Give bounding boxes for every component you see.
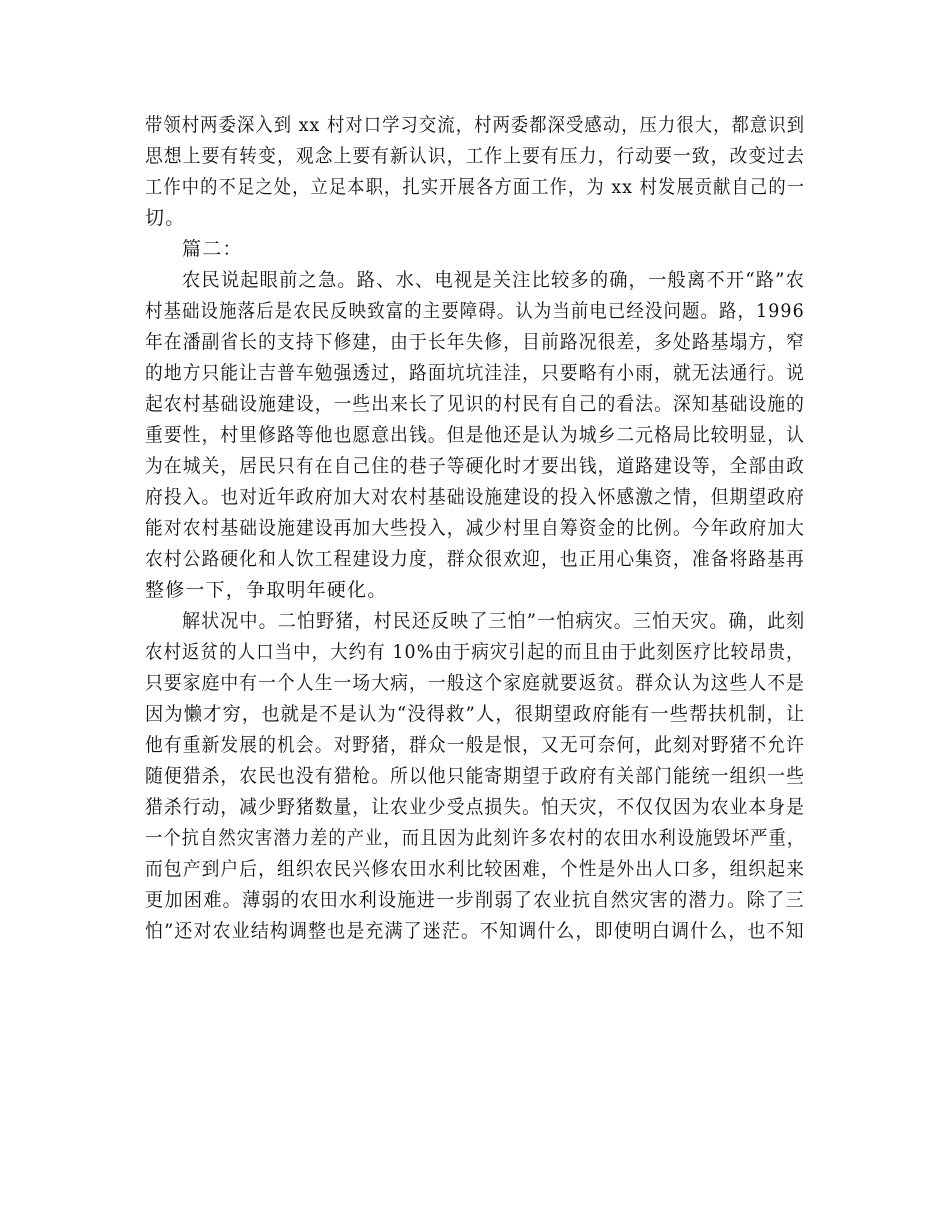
text-line: 切。 <box>145 207 186 229</box>
text-line: 府投入。也对近年政府加大对农村基础设施建设的投入怀感激之情，但期望政府 <box>145 486 806 508</box>
text-line: 带领村两委深入到 xx 村对口学习交流，村两委都深受感动，压力很大，都意识到 <box>145 114 806 136</box>
text-line: 年在潘副省长的支持下修建，由于长年失修，目前路况很差，多处路基塌方，窄 <box>145 331 806 353</box>
text-line: 一个抗自然灾害潜力差的产业，而且因为此刻许多农村的农田水利设施毁坏严重， <box>145 827 806 849</box>
text-line: 村基础设施落后是农民反映致富的主要障碍。认为当前电已经没问题。路，1996 <box>145 300 805 322</box>
text-line: 农村返贫的人口当中，大约有 10%由于病灾引起的而且由于此刻医疗比较昂贵， <box>145 641 805 663</box>
text-line: 思想上要有转变，观念上要有新认识，工作上要有压力，行动要一致，改变过去 <box>145 145 806 167</box>
text-line: 农村公路硬化和人饮工程建设力度，群众很欢迎，也正用心集资，准备将路基再 <box>145 548 806 570</box>
text-line: 更加困难。薄弱的农田水利设施进一步削弱了农业抗自然灾害的潜力。除了三 <box>145 889 805 911</box>
text-line: 解状况中。二怕野猪，村民还反映了三怕”一怕病灾。三怕天灾。确，此刻 <box>182 610 806 632</box>
text-line: 的地方只能让吉普车勉强透过，路面坑坑洼洼，只要略有小雨，就无法通行。说 <box>145 362 806 384</box>
text-line: 随便猎杀，农民也没有猎枪。所以他只能寄期望于政府有关部门能统一组织一些 <box>145 765 806 787</box>
text-line: 重要性，村里修路等他也愿意出钱。但是他还是认为城乡二元格局比较明显，认 <box>145 424 806 446</box>
text-line: 为在城关，居民只有在自己住的巷子等硬化时才要出钱，道路建设等，全部由政 <box>145 455 806 477</box>
section-heading: 篇二： <box>182 238 243 260</box>
text-line: 只要家庭中有一个人生一场大病，一般这个家庭就要返贫。群众认为这些人不是 <box>145 672 806 694</box>
text-line: 农民说起眼前之急。路、水、电视是关注比较多的确，一般离不开“路”农 <box>182 269 806 291</box>
text-line: 猎杀行动，减少野猪数量，让农业少受点损失。怕天灾，不仅仅因为农业本身是 <box>145 796 806 818</box>
text-line: 整修一下，争取明年硬化。 <box>145 579 388 601</box>
text-line: 他有重新发展的机会。对野猪，群众一般是恨，又无可奈何，此刻对野猪不允许 <box>145 734 806 756</box>
text-line: 起农村基础设施建设，一些出来长了见识的村民有自己的看法。深知基础设施的 <box>145 393 806 415</box>
text-line: 而包产到户后，组织农民兴修农田水利比较困难，个性是外出人口多，组织起来 <box>145 858 806 880</box>
text-line: 因为懒才穷，也就是不是认为“没得救”人，很期望政府能有一些帮扶机制，让 <box>145 703 806 725</box>
text-line: 怕”还对农业结构调整也是充满了迷茫。不知调什么，即使明白调什么，也不知 <box>145 920 805 942</box>
text-line: 工作中的不足之处，立足本职，扎实开展各方面工作，为 xx 村发展贡献自己的一 <box>145 176 806 198</box>
text-line: 能对农村基础设施建设再加大些投入，减少村里自筹资金的比例。今年政府加大 <box>145 517 806 539</box>
